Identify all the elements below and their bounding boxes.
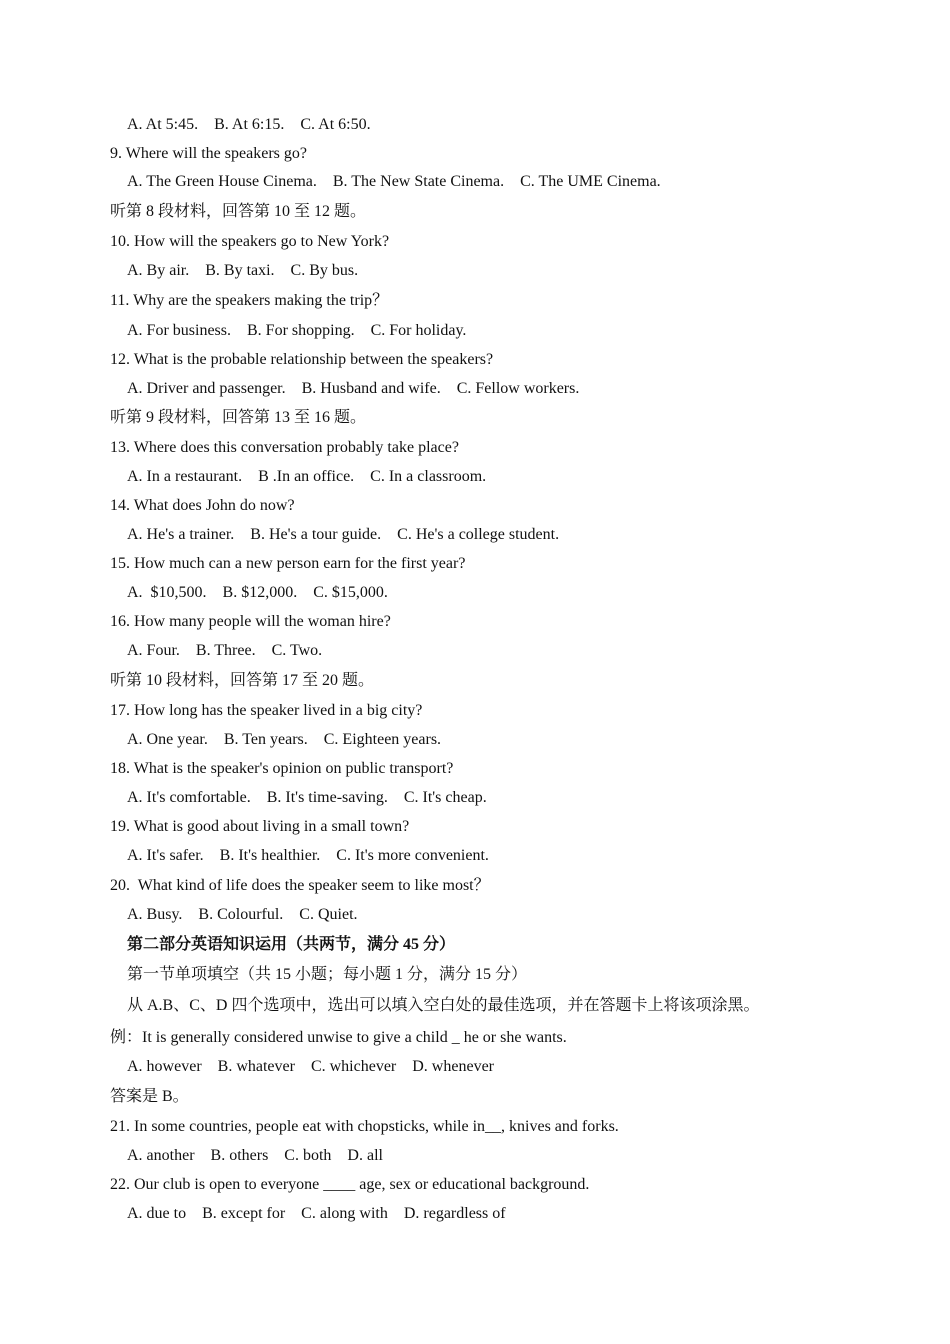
question-text: 21. In some countries, people eat with chopsticks, while in__, knives and forks. <box>110 1118 619 1135</box>
question-text: 18. What is the speaker's opinion on public transport? <box>110 760 454 777</box>
question-text: 11. Why are the speakers making the trip？ <box>110 292 389 309</box>
question-text: 10. How will the speakers go to New York? <box>110 233 390 250</box>
answer-options: A. however B. whatever C. whichever D. whenever <box>127 1058 494 1075</box>
answer-options: A. Busy. B. Colourful. C. Quiet. <box>127 906 358 923</box>
question-text: 9. Where will the speakers go? <box>110 145 307 162</box>
text-line: 从 A.B、C、D 四个选项中，选出可以填入空白处的最佳选项，并在答题卡上将该项涂黑。 <box>127 997 760 1014</box>
question-text: 13. Where does this conversation probably take place? <box>110 439 459 456</box>
question-text: 例：It is generally considered unwise to give a child _ he or she wants. <box>110 1029 567 1046</box>
question-text: 20. What kind of life does the speaker seem to like most？ <box>110 877 490 894</box>
question-text: 15. How much can a new person earn for the first year? <box>110 555 466 572</box>
question-text: 16. How many people will the woman hire? <box>110 613 391 630</box>
answer-options: A. He's a trainer. B. He's a tour guide. C. He's a college student. <box>127 526 560 543</box>
answer-options: A. By air. B. By taxi. C. By bus. <box>127 262 359 279</box>
answer-options: A. It's safer. B. It's healthier. C. It's more convenient. <box>127 847 489 864</box>
listening-instruction: 听第 9 段材料，回答第 13 至 16 题。 <box>110 409 367 426</box>
answer-options: A. For business. B. For shopping. C. For holiday. <box>127 322 467 339</box>
question-text: 22. Our club is open to everyone ____ age, sex or educational background. <box>110 1176 590 1193</box>
answer-options: A. In a restaurant. B .In an office. C. In a classroom. <box>127 468 487 485</box>
answer-options: A. Driver and passenger. B. Husband and wife. C. Fellow workers. <box>127 380 580 397</box>
listening-instruction: 听第 8 段材料，回答第 10 至 12 题。 <box>110 203 367 220</box>
section-heading: 第二部分英语知识运用（共两节，满分 45 分） <box>127 936 456 953</box>
answer-options: A. One year. B. Ten years. C. Eighteen years. <box>127 731 442 748</box>
listening-instruction: 听第 10 段材料，回答第 17 至 20 题。 <box>110 672 375 689</box>
answer-options: A. another B. others C. both D. all <box>127 1147 383 1164</box>
answer-options: A. The Green House Cinema. B. The New State Cinema. C. The UME Cinema. <box>127 173 661 190</box>
question-text: 19. What is good about living in a small town? <box>110 818 410 835</box>
answer-options: A. $10,500. B. $12,000. C. $15,000. <box>127 584 388 601</box>
text-line: 第一节单项填空（共 15 小题；每小题 1 分，满分 15 分） <box>127 966 528 983</box>
question-text: 12. What is the probable relationship between the speakers? <box>110 351 494 368</box>
text-line: 答案是 B。 <box>110 1088 189 1105</box>
answer-options: A. At 5:45. B. At 6:15. C. At 6:50. <box>127 116 371 133</box>
question-text: 14. What does John do now? <box>110 497 295 514</box>
answer-options: A. due to B. except for C. along with D. regardless of <box>127 1205 506 1222</box>
answer-options: A. Four. B. Three. C. Two. <box>127 642 323 659</box>
question-text: 17. How long has the speaker lived in a big city? <box>110 702 423 719</box>
answer-options: A. It's comfortable. B. It's time-saving. C. It's cheap. <box>127 789 487 806</box>
